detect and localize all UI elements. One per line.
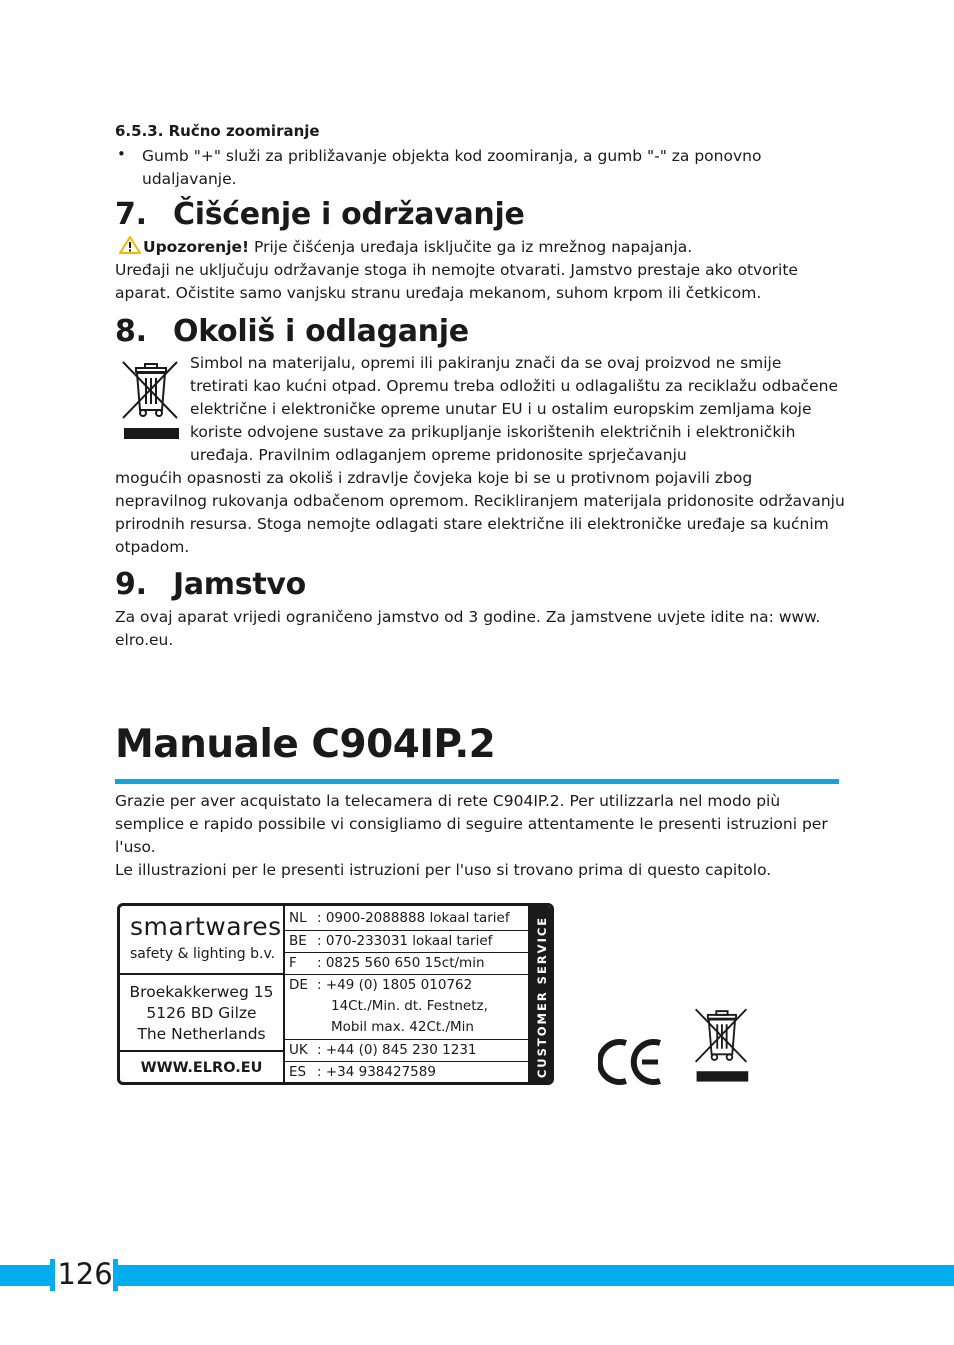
phone-row-cont bbox=[331, 996, 488, 1016]
phone-row bbox=[289, 975, 472, 995]
section-number: 7. bbox=[115, 197, 147, 232]
section-heading-8 bbox=[115, 314, 469, 349]
country-code: F bbox=[289, 955, 297, 971]
section-9-body: Za ovaj aparat vrijedi ograničeno jamstvo od 3 godine. Za jamstvene uvjete idite na: www. elro.eu. bbox=[115, 608, 821, 649]
divider bbox=[283, 906, 285, 1085]
address-line: Broekakkerweg 15 bbox=[129, 983, 274, 1001]
section-7-body: Uređaji ne uključuju održavanje stoga ih nemojte otvarati. Jamstvo prestaje ako otvorite aparat. Očistite samo vanjsku stranu uređaja mekanom, suhom krpom ili četkicom. bbox=[115, 261, 798, 302]
phone-row bbox=[289, 908, 510, 928]
country-code: DE bbox=[289, 977, 308, 993]
section-title: Čišćenje i održavanje bbox=[173, 197, 525, 232]
bullet-text: Gumb "+" služi za približavanje objekta kod zoomiranja, a gumb "-" za ponovno udaljavanje. bbox=[142, 147, 762, 188]
manual-illustrations-note: Le illustrazioni per le presenti istruzioni per l'uso si trovano prima di questo capitolo. bbox=[115, 861, 772, 879]
phone-row-cont bbox=[331, 1017, 474, 1037]
section-heading-7 bbox=[115, 197, 525, 232]
subsection-heading: 6.5.3. Ručno zoomiranje bbox=[115, 122, 320, 140]
customer-service-label bbox=[117, 903, 554, 1085]
manual-title: Manuale C904IP.2 bbox=[115, 722, 496, 767]
weee-crossed-bin-icon bbox=[690, 1003, 752, 1085]
phone-text: : +44 (0) 845 230 1231 bbox=[317, 1042, 477, 1058]
phone-text: : 070-233031 lokaal tarief bbox=[317, 933, 493, 949]
divider bbox=[120, 973, 283, 975]
phone-text: : 0900-2088888 lokaal tarief bbox=[317, 910, 510, 926]
phone-text: : +49 (0) 1805 010762 bbox=[317, 977, 473, 993]
customer-service-label-text bbox=[528, 906, 554, 1085]
address bbox=[120, 982, 283, 1045]
warning-label: Upozorenje! bbox=[143, 238, 250, 256]
section-title: Jamstvo bbox=[173, 567, 306, 602]
address-line: The Netherlands bbox=[137, 1025, 266, 1043]
section-title: Okoliš i odlaganje bbox=[173, 314, 469, 349]
page-number: 126 bbox=[57, 1257, 113, 1291]
country-code: UK bbox=[289, 1042, 308, 1058]
title-rule bbox=[115, 779, 839, 784]
phone-row bbox=[289, 1040, 477, 1060]
warning-triangle-icon bbox=[119, 236, 141, 254]
country-code: NL bbox=[289, 910, 307, 926]
phone-row bbox=[289, 953, 485, 973]
section-number: 8. bbox=[115, 314, 147, 349]
phone-text: : +34 938427589 bbox=[317, 1064, 436, 1080]
phone-row bbox=[289, 1062, 436, 1082]
warning-line bbox=[115, 236, 692, 259]
phone-text: 14Ct./Min. dt. Festnetz, bbox=[331, 998, 488, 1014]
footer-bar bbox=[0, 1265, 954, 1286]
phone-text: Mobil max. 42Ct./Min bbox=[331, 1019, 474, 1035]
weee-crossed-bin-icon bbox=[117, 356, 183, 442]
customer-service-text: CUSTOMER SERVICE bbox=[535, 915, 550, 1079]
country-code: BE bbox=[289, 933, 307, 949]
warning-text: Prije čišćenja uređaja isključite ga iz mrežnog napajanja. bbox=[249, 238, 693, 256]
address-line: 5126 BD Gilze bbox=[146, 1004, 257, 1022]
website-link: WWW.ELRO.EU bbox=[140, 1060, 263, 1076]
country-code: ES bbox=[289, 1064, 307, 1080]
manual-intro: Grazie per aver acquistato la telecamera di rete C904IP.2. Per utilizzarla nel modo più semplice e rapido possibile vi consigliamo di seguire attentamente le presenti istruzioni per l'uso. bbox=[115, 792, 828, 856]
brand-subtitle: safety & lighting b.v. bbox=[130, 946, 276, 962]
phone-row bbox=[289, 931, 492, 951]
website-box bbox=[120, 1052, 283, 1085]
section-heading-9 bbox=[115, 567, 306, 602]
section-8-body-rest: mogućih opasnosti za okoliš i zdravlje čovjeka koje bi se u protivnom pojavili zbog nepravilnog rukovanja odbačenom opremom. Recikliranjem materijala pridonosite održavanju prirodnih resursa. Stoga nemojte odlagati stare električne ili elektroničke uređaje sa kućnim otpadom. bbox=[115, 469, 845, 556]
section-number: 9. bbox=[115, 567, 147, 602]
section-8-body-wrapped: Simbol na materijalu, opremi ili pakiranju znači da se ovaj proizvod ne smije tretirati kao kućni otpad. Opremu treba odložiti u odlagalištu za reciklažu odbačene električne i elektroničke opreme unutar EU i u ostalim europskim zemljama koje koriste odvojene sustave za prikupljanje iskorištenih električnih i elektroničkih uređaja. Pravilnim odlaganjem opreme pridonosite sprječavanju bbox=[190, 354, 838, 464]
ce-mark-icon bbox=[598, 1037, 664, 1087]
bullet-marker: • bbox=[117, 145, 126, 163]
brand-logo: smartwares bbox=[130, 912, 282, 941]
phone-text: : 0825 560 650 15ct/min bbox=[317, 955, 485, 971]
